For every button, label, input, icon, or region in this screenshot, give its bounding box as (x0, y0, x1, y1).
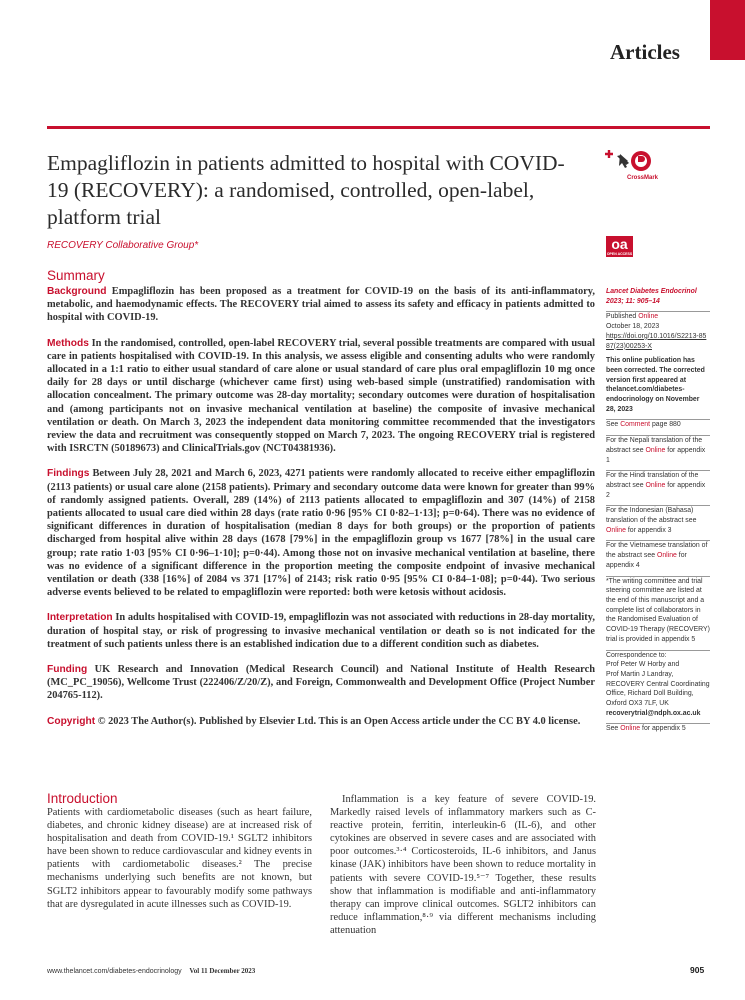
introduction-column-1 (47, 806, 312, 911)
indonesian-text: For the Indonesian (Bahasa) translation of the abstract see (606, 507, 697, 525)
background-label: Background (47, 286, 107, 297)
findings-label: Findings (47, 468, 90, 480)
abstract-findings (47, 467, 595, 599)
funding-text: UK Research and Innovation (Medical Research Council) and National Institute of Health Research (MC_PC_19056), Wellcome Trust (222406/Z/20/Z), and Foreign, Commonwealth and Development Office (Project Number 204765-112). (47, 664, 595, 702)
publication-info (606, 311, 710, 351)
indonesian-link[interactable]: Online (606, 526, 626, 534)
doi-link[interactable]: https://doi.org/10.1016/S2213-8587(23)00253-X (606, 332, 707, 350)
background-text: Empagliflozin has been proposed as a treatment for COVID-19 on the basis of its anti-inflammatory, metabolic, and haemodynamic effects. The RECOVERY trial aimed to assess its safety and efficacy in patients admitted to hospital with COVID-19. (47, 286, 595, 324)
hindi-suffix: for appendix 2 (606, 481, 706, 499)
hindi-link[interactable]: Online (645, 481, 666, 489)
page-number: 905 (690, 965, 705, 975)
abstract-background (47, 285, 595, 325)
vietnamese-translation (606, 540, 710, 570)
correspondence-email[interactable]: recoverytrial@ndph.ox.ac.uk (606, 709, 701, 717)
header-rule (47, 126, 710, 129)
footer-url[interactable]: www.thelancet.com/diabetes-endocrinology (47, 968, 182, 975)
hindi-text: For the Hindi translation of the abstract see (606, 472, 699, 489)
nepali-text: For the Nepali translation of the abstract see (606, 437, 703, 454)
page-footer (47, 967, 255, 975)
appendix5-suffix: for appendix 5 (640, 725, 686, 733)
copyright-label: Copyright (47, 715, 96, 727)
methods-label: Methods (47, 337, 89, 349)
journal-citation: Lancet Diabetes Endocrinol 2023; 11: 905–14 (606, 288, 697, 305)
vietnamese-suffix: for appendix 4 (606, 552, 687, 569)
header-red-bar (710, 0, 745, 60)
abstract-methods (47, 337, 595, 456)
indonesian-translation (606, 505, 710, 535)
summary-section (47, 268, 595, 740)
copyright-text: © 2023 The Author(s). Published by Elsevier Ltd. This is an Open Access article under the CC BY 4.0 license. (97, 715, 581, 727)
nepali-link[interactable]: Online (645, 446, 666, 454)
abstract-copyright (47, 715, 595, 728)
comment-suffix: page 880 (650, 421, 681, 429)
sidebar (606, 287, 710, 739)
published-prefix: Published (606, 313, 639, 321)
open-access-badge (606, 236, 633, 257)
introduction-column-2 (330, 793, 596, 937)
correspondence-name-2: Prof Martin J Landray, (606, 670, 674, 678)
correspondence-name-1: Prof Peter W Horby and (606, 661, 680, 669)
appendix5-link[interactable]: Online (620, 725, 641, 733)
findings-text: Between July 28, 2021 and March 6, 2023, 4271 patients were randomly allocated to receive either empagliflozin (2113 patients) or usual care alone (2158 patients). Primary and secondary outcome data were known for greater than 99% of randomly assigned patients. Overall, 289 (14%) of 2113 patients allocated to empagliflozin and 307 (14%) of 2158 patients allocated to usual care died within 28 days (rate ratio 0·96 [95% CI 0·82–1·13]; p=0·64). There was no evidence of significant differences in duration of hospitalisation (median 8 days for both groups) or the proportion of patients discharged from hospital alive within 28 days (1678 [79%] in the empagliflozin group vs 1677 [78%] in the usual care group; rate ratio 1·03 [95% CI 0·96–1·10]; p=0·44). Among those not on invasive mechanical ventilation at baseline, there was no evidence of a significant difference in the proportion meeting the composite endpoint of invasive mechanical ventilation or death (338 [16%] of 2084 vs 371 [17%] of 2143; risk ratio 0·95 [95% CI 0·84–1·08]; p=0·44). Two serious adverse events believed to be related to empagliflozin were reported: both were ketosis without acidosis. (47, 468, 595, 599)
oa-label: oa (611, 236, 628, 252)
nepali-suffix: for appendix 1 (606, 446, 706, 464)
methods-text: In the randomised, controlled, open-label RECOVERY trial, several possible treatments are compared with usual care in patients hospitalised with COVID-19. In this analysis, we assess eligible and consenting adults who were randomly allocated in a 1:1 ratio to either usual standard of care alone or usual standard of care plus oral empagliflozin 10 mg once daily for 28 days or until discharge (whichever came first) using web-based simple (unstratified) randomisation with allocation concealment. The primary outcome was 28-day mortality; secondary outcomes were duration of hospitalisation and (among participants not on invasive mechanical ventilation at baseline) the composite of invasive mechanical ventilation or death. On March 3, 2023 the independent data monitoring committee recommended that the investigators review the data and recruitment was consequently stopped on March 7, 2023. The ongoing RECOVERY trial is registered with ISRCTN (50189673) and ClinicalTrials.gov (NCT04381936). (47, 337, 595, 455)
hindi-translation (606, 470, 710, 500)
nepali-translation (606, 435, 710, 465)
interpretation-label: Interpretation (47, 612, 113, 624)
comment-link[interactable]: Comment (620, 421, 651, 429)
committee-note: *The writing committee and trial steering committee are listed at the end of this manuscript and a complete list of collaborators in the Randomised Evaluation of COVID-19 Therapy (RECOVERY) trial is provided in appendix 5 (606, 577, 710, 643)
appendix5-prefix: See (606, 725, 621, 733)
comment-prefix: See (606, 421, 621, 429)
correction-note: This online publication has been corrected. The corrected version first appeared at thelancet.com/diabetes-endocrinology on November 28, 2023 (606, 357, 705, 413)
intro-paragraph-2: Inflammation is a key feature of severe COVID-19. Markedly raised levels of inflammatory markers such as C-reactive protein, ferritin, interleukin-6 (IL-6), and other cytokines are observed in severe cases and are associated with poor outcomes.³·⁴ Corticosteroids, IL-6 inhibitors, and Janus kinase (JAK) inhibitors have been shown to reduce mortality in patients with severe COVID-19.⁵⁻⁷ Together, these results show that inflammation is modifiable and anti-inflammatory therapy can improve clinical outcomes. SGLT2 inhibitors can reduce inflammation,⁸·⁹ via different mechanisms including attenuation (330, 794, 596, 936)
abstract-interpretation (47, 611, 595, 651)
summary-heading: Summary (47, 268, 105, 283)
section-label: Articles (610, 40, 680, 64)
appendix5-ref (606, 723, 710, 734)
indonesian-suffix: for appendix 3 (625, 526, 672, 534)
article-authors[interactable]: RECOVERY Collaborative Group* (47, 240, 199, 251)
vietnamese-text: For the Vietnamese translation of the abstract see (606, 542, 708, 560)
published-date: October 18, 2023 (606, 323, 660, 331)
introduction-heading: Introduction (47, 791, 118, 806)
funding-label: Funding (47, 664, 88, 676)
published-online-link[interactable]: Online (638, 313, 659, 321)
interpretation-text: In adults hospitalised with COVID-19, empagliflozin was not associated with reductions in 28-day mortality, duration of hospital stay, or risk of progressing to invasive mechanical ventilation or death so is not indicated for the treatment of such patients unless there is an established indication due to a different condition such as diabetes. (47, 612, 595, 650)
comment-ref (606, 419, 710, 430)
correspondence (606, 650, 710, 719)
correspondence-address: RECOVERY Central Coordinating Office, Richard Doll Building, Oxford OX3 7LF, UK (606, 680, 710, 708)
intro-paragraph-1: Patients with cardiometabolic diseases (such as heart failure, diabetes, and chronic kidney disease) are at increased risk of hospitalisation and death from COVID-19.¹ SGLT2 inhibitors have been shown to reduce cardiovascular and kidney events in patients with cardiometabolic diseases.² The precise mechanisms underlying such benefits are not known, but SGLT2 inhibitors appear to favourably modify some pathways that are dysregulated in acute illnesses such as COVID-19. (47, 807, 312, 910)
oa-sublabel: OPEN ACCESS (606, 252, 633, 256)
footer-volume: Vol 11 December 2023 (189, 967, 256, 975)
abstract-funding (47, 663, 595, 703)
crossmark-label: CrossMark (627, 175, 659, 181)
article-title: Empagliflozin in patients admitted to hospital with COVID-19 (RECOVERY): a randomised, controlled, open-label, platform trial (47, 151, 565, 229)
correspondence-label: Correspondence to: (606, 651, 667, 659)
vietnamese-link[interactable]: Online (656, 552, 677, 560)
